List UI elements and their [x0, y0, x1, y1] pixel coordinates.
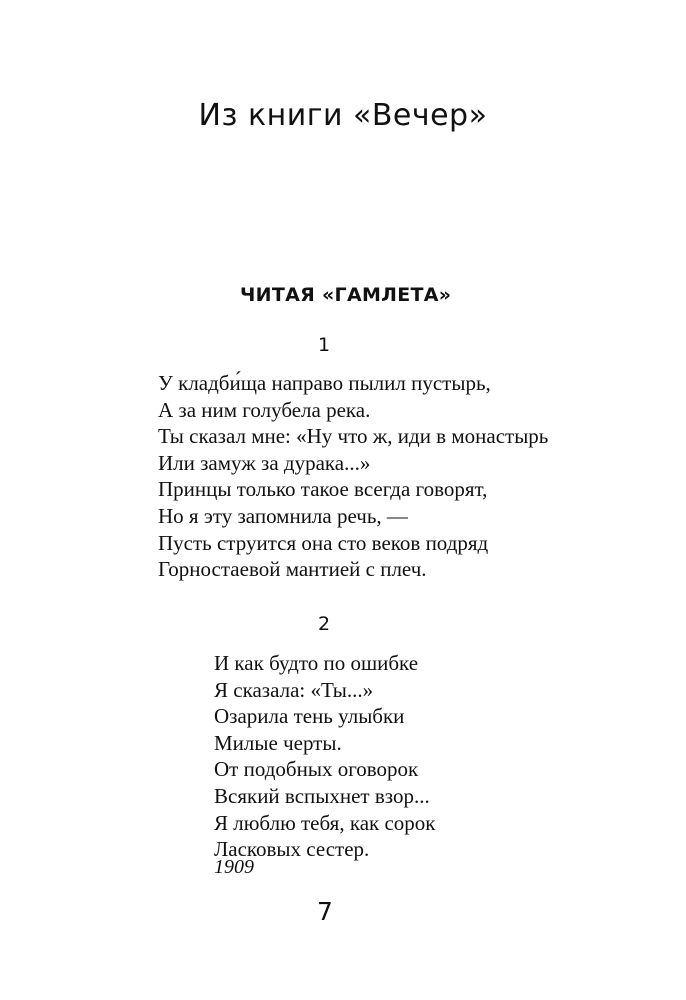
- poem-line: Или замуж за дурака...»: [158, 450, 371, 475]
- poem-title: ЧИТАЯ «ГАМЛЕТА»: [240, 284, 452, 306]
- poem-line: От подобных оговорок: [214, 757, 419, 782]
- poem-line: И как будто по ошибке: [214, 651, 419, 675]
- poem-line: А за ним голубела река.: [158, 397, 371, 422]
- poem-line: Я сказала: «Ты...»: [214, 677, 374, 702]
- poem-line: Но я эту запомнила речь, —: [158, 503, 408, 528]
- part-number-1: 1: [317, 334, 331, 356]
- part-number-2: 2: [317, 613, 331, 635]
- poem-line: Я люблю тебя, как сорок: [214, 810, 436, 835]
- poem-line: Всякий вспыхнет взор...: [214, 783, 430, 808]
- stanza-2: [214, 650, 436, 863]
- poem-line: Милые черты.: [214, 730, 342, 755]
- poem-line: У кладби́ща направо пылил пустырь,: [158, 371, 491, 395]
- poem-line: Ласковых сестер.: [214, 837, 370, 862]
- poem-line: Горностаевой мантией с плеч.: [158, 557, 427, 582]
- stanza-1: [158, 370, 548, 583]
- poem-line: Ты сказал мне: «Ну что ж, иди в монастырь: [158, 424, 549, 449]
- chapter-title: Из книги «Вечер»: [198, 98, 488, 133]
- poem-date: 1909: [214, 856, 254, 878]
- page-number: 7: [317, 897, 333, 926]
- poem-line: Пусть струится она сто веков подряд: [158, 530, 489, 555]
- poem-line: Принцы только такое всегда говорят,: [158, 477, 488, 502]
- poem-line: Озарила тень улыбки: [214, 704, 405, 729]
